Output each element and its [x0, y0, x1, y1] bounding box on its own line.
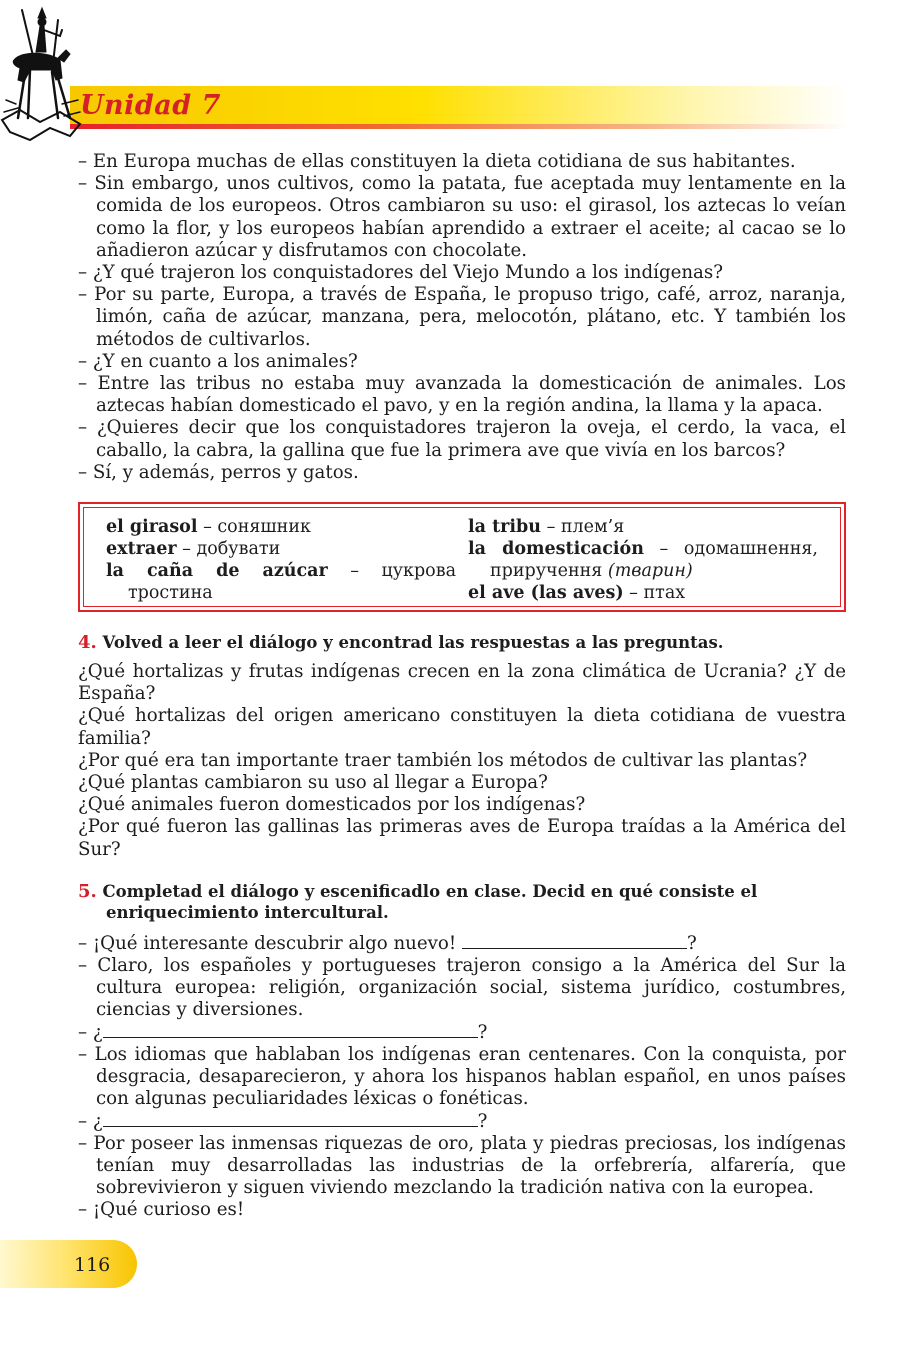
- dialogue-line: – ¿Quieres decir que los conquistadores trajeron la oveja, el cerdo, la vaca, el caballo, la cabra, la gallina que fue la primera ave que vivía en los barcos?: [78, 417, 846, 461]
- exercise-4-number: 4.: [78, 632, 97, 654]
- dialogue-line: [78, 1111, 846, 1133]
- dialogue-line: – ¡Qué curioso es!: [78, 1199, 245, 1221]
- exercise-5-dialogue: [78, 933, 846, 1222]
- question-line: ¿Qué hortalizas y frutas indígenas crecen en la zona climática de Ucrania? ¿Y de España?: [78, 661, 846, 705]
- dialogue-line: [78, 933, 846, 955]
- dialogue-line: – ¿Y qué trajeron los conquistadores del Viejo Mundo a los indígenas?: [78, 262, 723, 284]
- dialogue-line: – Entre las tribus no estaba muy avanzada la domesticación de animales. Los aztecas habían domesticado el pavo, y en la región andina, la llama y la apaca.: [78, 373, 846, 417]
- don-quixote-icon: [0, 0, 85, 150]
- fill-in-blank[interactable]: [103, 1022, 478, 1038]
- vocab-translation: – добувати: [176, 539, 281, 560]
- vocab-translation: – плем’я: [541, 517, 625, 538]
- dialogue-line: – Por poseer las inmensas riquezas de oro, plata y piedras preciosas, los indígenas tenían muy desarrolladas las industrias de la orfebrería, alfarería, que sobrevivieron y siguen viviendo mezclando la tradición nativa con la europea.: [78, 1132, 846, 1199]
- vocab-term: la tribu: [468, 517, 541, 538]
- dialogue-part-1: [78, 151, 846, 484]
- vocab-term: el ave (las aves): [468, 583, 624, 604]
- vocab-entry: [468, 582, 818, 604]
- exercise-4-heading: [78, 632, 846, 653]
- unit-header: [0, 0, 918, 150]
- dialogue-line: – Claro, los españoles y portugueses trajeron consigo a la América del Sur la cultura europea: religión, organización social, sistema jurídico, costumbres, ciencias y diversiones.: [78, 955, 846, 1021]
- page-content: [78, 151, 846, 1222]
- vocab-entry: [106, 516, 456, 538]
- unit-underline: [70, 124, 850, 129]
- question-line: ¿Por qué era tan importante traer también los métodos de cultivar las plantas?: [78, 749, 808, 771]
- dialogue-line: – Por su parte, Europa, a través de España, le propuso trigo, café, arroz, naranja, limón, caña de azúcar, manzana, pera, melocotón, plátano, etc. Y también los métodos de cultivarlos.: [78, 284, 846, 350]
- exercise-4-questions: [78, 661, 846, 861]
- vocab-entry: [468, 538, 818, 582]
- dialogue-line: – ¿Y en cuanto a los animales?: [78, 350, 358, 372]
- vocabulary-column-right: [468, 516, 818, 606]
- question-line: ¿Qué hortalizas del origen americano constituyen la dieta cotidiana de vuestra familia?: [78, 705, 846, 749]
- vocabulary-column-left: [106, 516, 456, 606]
- dialogue-line: [78, 1022, 846, 1044]
- question-line: ¿Qué animales fueron domesticados por los indígenas?: [78, 794, 586, 816]
- page-number-tab: [0, 1240, 137, 1288]
- dialogue-text: ?: [686, 932, 697, 954]
- vocab-term: el girasol: [106, 517, 198, 538]
- question-line: ¿Qué plantas cambiaron su uso al llegar a Europa?: [78, 772, 548, 794]
- dialogue-line: – Sí, y además, perros y gatos.: [78, 461, 359, 483]
- exercise-5-heading: [78, 881, 846, 923]
- dialogue-text: – ¿: [78, 1021, 103, 1043]
- exercise-4-instruction: Volved a leer el diálogo y encontrad las respuestas a las preguntas.: [102, 633, 724, 653]
- fill-in-blank[interactable]: [103, 1111, 478, 1127]
- dialogue-line: – Los idiomas que hablaban los indígenas eran centenares. Con la conquista, por desgracia, desaparecieron, y ahora los hispanos hablan español, en unos países con algunas peculiaridades léxicas o fonéticas.: [78, 1043, 846, 1110]
- dialogue-text: ?: [477, 1110, 488, 1132]
- vocabulary-inner: [83, 507, 841, 607]
- vocabulary-box: [78, 502, 846, 612]
- page-number: 116: [74, 1254, 111, 1276]
- vocab-translation: – цукрова тростина: [128, 561, 456, 604]
- vocab-term: la domesticación: [468, 539, 644, 560]
- dialogue-line: – En Europa muchas de ellas constituyen la dieta cotidiana de sus habitantes.: [78, 151, 796, 172]
- vocab-term: extraer: [106, 539, 177, 560]
- vocab-translation: – одомашнення, приручення: [490, 539, 818, 582]
- dialogue-text: – ¡Qué interesante descubrir algo nuevo!: [78, 932, 462, 954]
- dialogue-line: – Sin embargo, unos cultivos, como la patata, fue aceptada muy lentamente en la comida de los europeos. Otros cambiaron su uso: el girasol, los aztecas lo veían como la flor, y los europeos habían aprendido a extraer el aceite; al cacao se lo añadieron azúcar y disfrutamos con chocolate.: [78, 173, 846, 261]
- vocab-note: (тварин): [607, 561, 693, 582]
- vocab-translation: – соняшник: [197, 517, 311, 538]
- vocab-translation: – птах: [623, 583, 686, 604]
- dialogue-text: ?: [477, 1021, 488, 1043]
- dialogue-text: – ¿: [78, 1110, 103, 1132]
- exercise-5-number: 5.: [78, 880, 97, 902]
- vocab-entry: [106, 538, 456, 560]
- exercise-5-instruction: Completad el diálogo y escenificadlo en clase. Decid en qué consiste el enriquecimiento intercultural.: [102, 881, 758, 922]
- unit-title: Unidad 7: [80, 90, 221, 121]
- vocab-entry: [106, 560, 456, 604]
- vocab-term: la caña de azúcar: [106, 561, 328, 582]
- vocab-entry: [468, 516, 818, 538]
- fill-in-blank[interactable]: [462, 933, 687, 949]
- question-line: ¿Por qué fueron las gallinas las primeras aves de Europa traídas a la América del Sur?: [78, 816, 846, 860]
